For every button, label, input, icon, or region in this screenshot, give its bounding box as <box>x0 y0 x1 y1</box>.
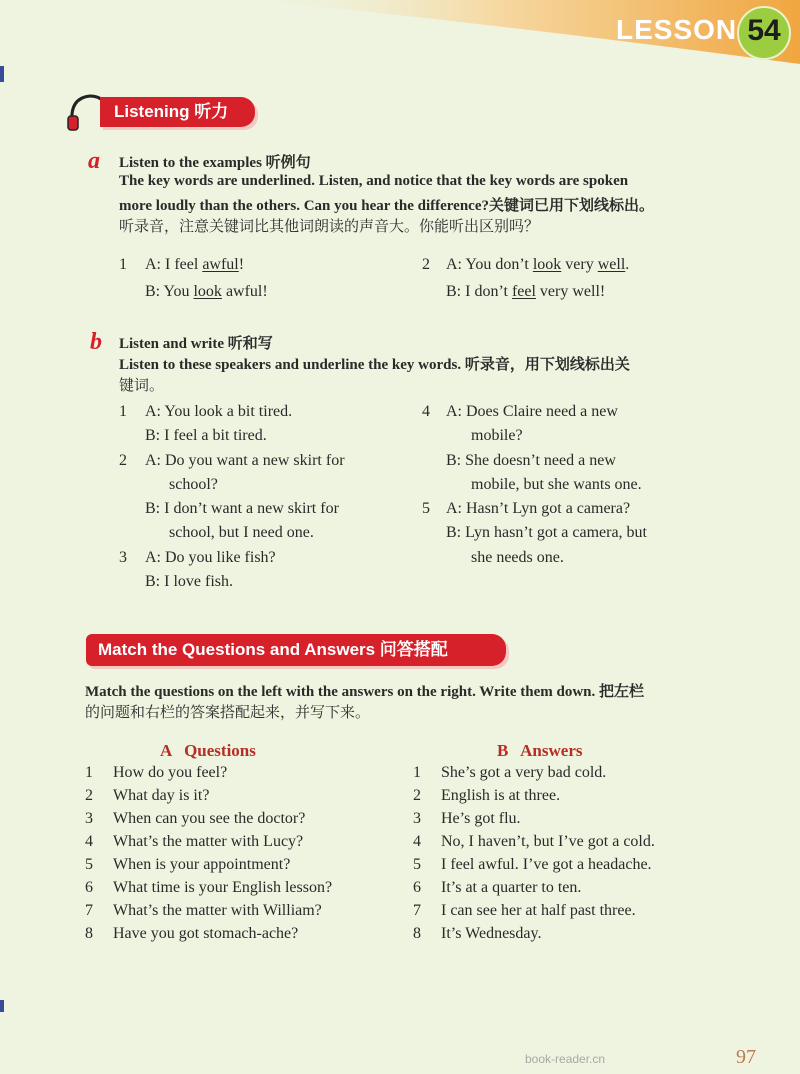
dialogue-line: A: Does Claire need a new <box>446 403 618 420</box>
key-word: look <box>193 283 222 300</box>
dialogue-line: B: I feel a bit tired. <box>145 427 267 444</box>
answer-text: I can see her at half past three. <box>441 902 636 919</box>
dialogue-line: school, but I need one. <box>169 524 314 541</box>
question-number: 7 <box>85 902 93 919</box>
answer-number: 7 <box>413 902 421 919</box>
dialogue-line: A: Do you want a new skirt for <box>145 452 345 469</box>
dialogue-line: A: Hasn’t Lyn got a camera? <box>446 500 631 517</box>
example-1-number: 1 <box>119 256 127 273</box>
lesson-label: LESSON <box>616 14 738 45</box>
answer-text: She’s got a very bad cold. <box>441 764 607 781</box>
key-word: well <box>597 256 626 273</box>
part-a-instruction-1: The key words are underlined. Listen, and notice that the key words are spoken <box>119 173 629 189</box>
question-text: What time is your English lesson? <box>113 879 333 896</box>
question-number: 3 <box>85 810 93 827</box>
match-instruction-2: 的问题和右栏的答案搭配起来，并写下来。 <box>85 705 371 721</box>
question-text: What’s the matter with Lucy? <box>113 833 304 850</box>
key-word: awful <box>202 256 239 273</box>
answer-number: 1 <box>413 764 421 781</box>
watermark: book-reader.cn <box>525 1052 606 1066</box>
dialogue-number: 5 <box>422 500 430 517</box>
dialogue-line: B: She doesn’t need a new <box>446 452 616 469</box>
question-number: 5 <box>85 856 93 873</box>
dialogue-line: she needs one. <box>471 549 564 566</box>
example-2-line-b: B: I don’t feel very well! <box>446 283 606 300</box>
answer-text: No, I haven’t, but I’ve got a cold. <box>441 833 655 850</box>
question-text: How do you feel? <box>113 764 228 781</box>
dialogue-line: school? <box>169 476 218 493</box>
part-b-heading: Listen and write 听和写 <box>119 336 273 352</box>
questions-column-title: A Questions <box>160 741 256 760</box>
part-a-instruction-2: more loudly than the others. Can you hear the difference?关键词已用下划线标出。 <box>119 198 654 214</box>
answer-text: He’s got flu. <box>441 810 521 827</box>
key-word: look <box>532 256 562 273</box>
part-a-instruction-3: 听录音，注意关键词比其他词朗读的声音大。你能听出区别吗？ <box>119 219 540 235</box>
match-section-title: Match the Questions and Answers 问答搭配 <box>86 634 506 666</box>
question-text: When is your appointment? <box>113 856 291 873</box>
part-b-letter: b <box>90 329 102 355</box>
answer-number: 8 <box>413 925 421 942</box>
answer-number: 3 <box>413 810 421 827</box>
question-number: 1 <box>85 764 93 781</box>
dialogue-line: mobile? <box>471 427 523 444</box>
dialogue-line: A: Do you like fish? <box>145 549 276 566</box>
key-word: feel <box>511 283 536 300</box>
dialogue-number: 4 <box>422 403 430 420</box>
part-b-instruction-1: Listen to these speakers and underline the key words. 听录音，用下划线标出关 <box>119 357 630 373</box>
answers-column-title: B Answers <box>497 741 583 760</box>
example-2-line-a: A: You don’t look very well. <box>446 256 630 273</box>
question-text: What day is it? <box>113 787 210 804</box>
question-text: When can you see the doctor? <box>113 810 306 827</box>
answer-number: 5 <box>413 856 421 873</box>
answer-text: I feel awful. I’ve got a headache. <box>441 856 652 873</box>
answer-text: English is at three. <box>441 787 561 804</box>
question-number: 8 <box>85 925 93 942</box>
question-number: 2 <box>85 787 93 804</box>
dialogue-line: A: You look a bit tired. <box>145 403 293 420</box>
answer-number: 2 <box>413 787 421 804</box>
part-a-letter: a <box>88 148 100 174</box>
example-1-line-a: A: I feel awful! <box>145 256 245 273</box>
answer-number: 4 <box>413 833 421 850</box>
page-number: 97 <box>736 1046 756 1068</box>
page-edge-mark <box>0 1000 4 1012</box>
lesson-number: 54 <box>747 14 781 47</box>
dialogue-line: B: I love fish. <box>145 573 233 590</box>
dialogue-number: 2 <box>119 452 127 469</box>
answer-text: It’s Wednesday. <box>441 925 542 942</box>
question-number: 4 <box>85 833 93 850</box>
part-a-heading: Listen to the examples 听例句 <box>119 155 311 171</box>
example-1-line-b: B: You look awful! <box>145 283 268 300</box>
listening-section-title: Listening 听力 <box>100 97 255 127</box>
question-text: What’s the matter with William? <box>113 902 322 919</box>
dialogue-line: mobile, but she wants one. <box>471 476 642 493</box>
dialogue-line: B: I don’t want a new skirt for <box>145 500 339 517</box>
answer-number: 6 <box>413 879 421 896</box>
answer-text: It’s at a quarter to ten. <box>441 879 582 896</box>
example-2-number: 2 <box>422 256 430 273</box>
question-number: 6 <box>85 879 93 896</box>
dialogue-number: 1 <box>119 403 127 420</box>
dialogue-number: 3 <box>119 549 127 566</box>
page-edge-mark <box>0 66 4 82</box>
part-b-instruction-2: 键词。 <box>119 378 165 394</box>
dialogue-line: B: Lyn hasn’t got a camera, but <box>446 524 647 541</box>
question-text: Have you got stomach-ache? <box>113 925 299 942</box>
match-instruction-1: Match the questions on the left with the answers on the right. Write them down. 把左栏 <box>85 684 645 700</box>
